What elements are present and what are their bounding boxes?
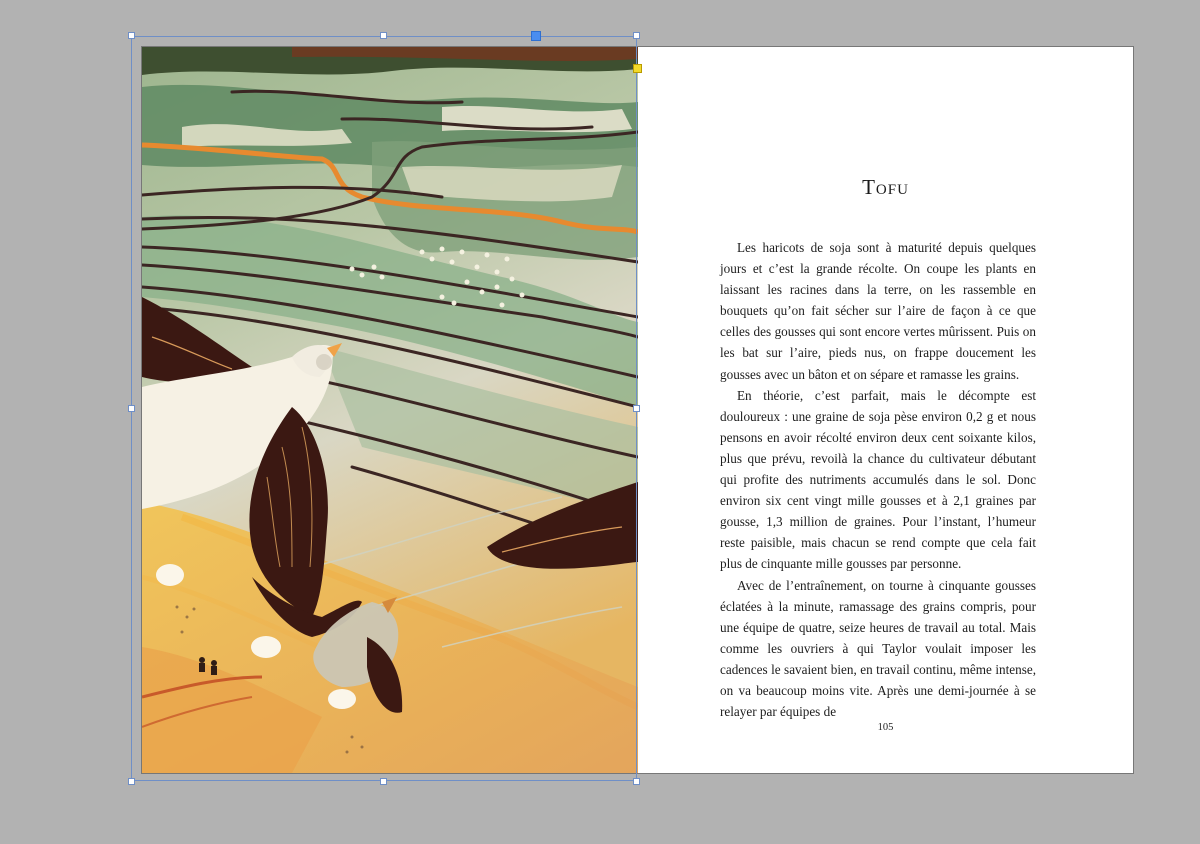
- content-grabber-icon[interactable]: [633, 64, 642, 73]
- paragraph: En théorie, c’est parfait, mais le décompte est douloureux : une graine de soja pèse environ 0,2 g et nous pensons en avoir récolté environ deux cent soixante kilos, plus que prévu, revoilà la chance du cultivateur débutant qui profite des nutriments accumulés dans le sol. Donc environ six cent vingt mille gousses et à 2,1 graines par gousse, 1,3 million de graines. Pour l’instant, l’humeur reste paisible, mais chacun se rend compte que cela fait plus de cinquante mille gousses par personne.: [720, 387, 1036, 572]
- body-text-frame[interactable]: [720, 237, 1036, 722]
- resize-handle-top-left[interactable]: [128, 32, 135, 39]
- resize-handle-middle-right[interactable]: [633, 405, 640, 412]
- paragraph: Avec de l’entraînement, on tourne à cinquante gousses éclatées à la minute, ramassage des grains compris, pour une équipe de quatre, seize heures de travail au total. Mais comme les ouvriers à qui Taylor voulait imposer les cadences le savaient bien, en travail continu, même intense, on va beaucoup moins vite. Après une demi-journée à se relayer par équipes de: [720, 577, 1036, 720]
- resize-handle-top-center[interactable]: [380, 32, 387, 39]
- page-number: 105: [877, 722, 894, 733]
- resize-handle-bottom-left[interactable]: [128, 778, 135, 785]
- text-page[interactable]: [638, 47, 1133, 773]
- paragraph: Les haricots de soja sont à maturité depuis quelques jours et c’est la grande récolte. On coupe les plants en laissant les racines dans la terre, on les rassemble en bouquets qu’on fait sécher sur l’aire de façon à ce que celles des gousses qui sont encore vertes mûrissent. Puis on les bat sur l’aire, pieds nus, on frappe doucement les gousses avec un bâton et on sépare et ramasse les grains.: [720, 240, 1036, 382]
- resize-handle-top-right[interactable]: [633, 32, 640, 39]
- resize-handle-middle-left[interactable]: [128, 405, 135, 412]
- chapter-title: Tofu: [862, 175, 909, 199]
- resize-handle-bottom-center[interactable]: [380, 778, 387, 785]
- resize-handle-bottom-right[interactable]: [633, 778, 640, 785]
- reference-point-handle[interactable]: [531, 31, 541, 41]
- selection-frame[interactable]: [131, 36, 637, 781]
